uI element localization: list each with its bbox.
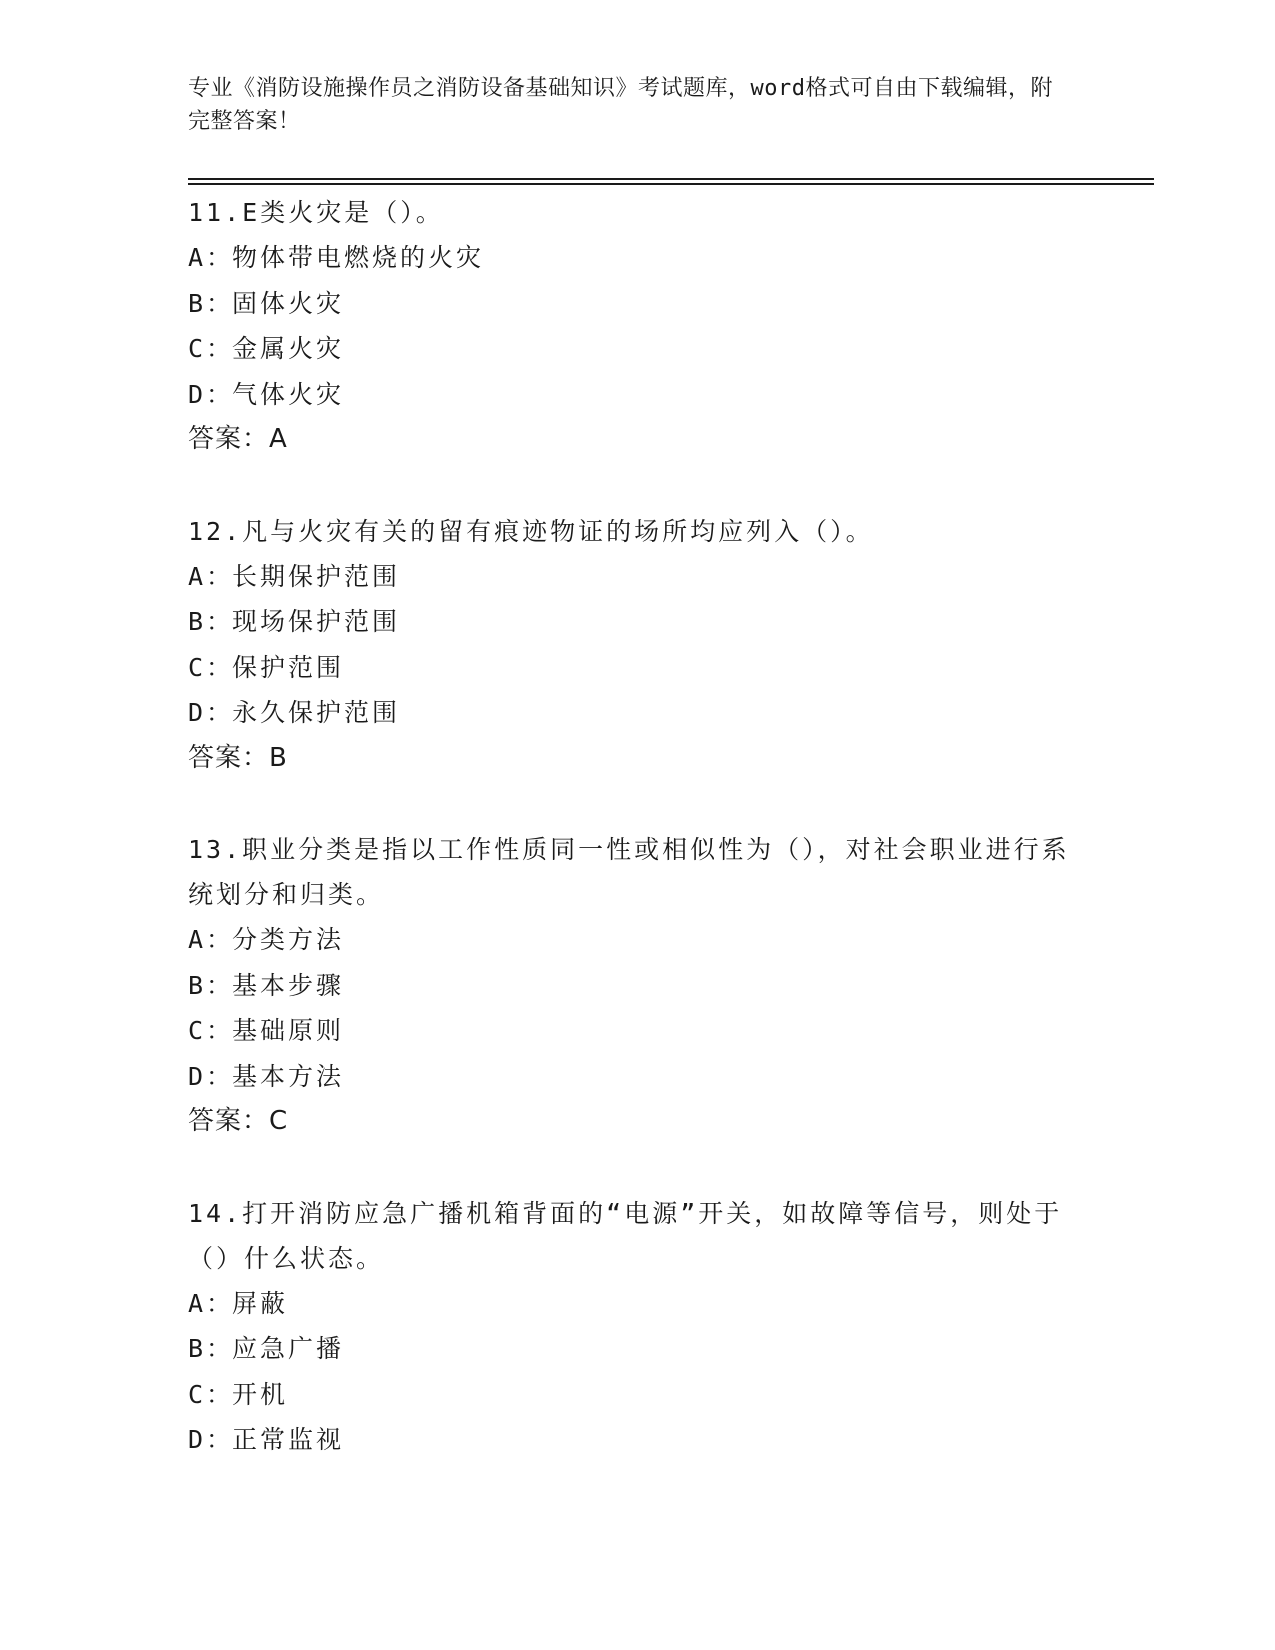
option-key: C： <box>188 1379 235 1409</box>
question-stem: 11.E类火灾是（）。 <box>188 198 444 227</box>
option-text: 现场保护范围 <box>232 607 401 636</box>
option-key: A： <box>188 925 235 954</box>
option-key: D： <box>188 379 235 409</box>
question-stem: 12.凡与火灾有关的留有痕迹物证的场所均应列入（）。 <box>188 516 874 546</box>
option-text: 金属火灾 <box>232 334 345 363</box>
option-text: 正常监视 <box>232 1425 345 1454</box>
option-key: C： <box>188 334 235 363</box>
option-a <box>188 917 1088 963</box>
header-divider-top <box>188 178 1154 180</box>
option-c <box>188 645 1088 691</box>
option-key: D： <box>188 698 235 727</box>
option-text: 分类方法 <box>232 925 345 954</box>
question-list <box>188 188 1088 1507</box>
option-text: 固体火灾 <box>232 288 345 318</box>
question-11 <box>188 188 1088 463</box>
option-a <box>188 554 1088 600</box>
option-c <box>188 1372 1088 1418</box>
option-key: A： <box>188 561 235 591</box>
option-d <box>188 690 1088 736</box>
option-key: D： <box>188 1425 235 1454</box>
option-text: 气体火灾 <box>232 379 345 409</box>
question-12 <box>188 507 1088 782</box>
option-key: D： <box>188 1061 235 1091</box>
option-text: 应急广播 <box>232 1334 345 1363</box>
option-text: 永久保护范围 <box>232 698 401 727</box>
answer-line: 答案：A <box>188 424 288 454</box>
option-key: A： <box>188 1288 235 1318</box>
option-key: B： <box>188 970 235 1000</box>
header-divider-bottom <box>188 183 1154 185</box>
option-c <box>188 326 1088 372</box>
option-key: C： <box>188 652 235 682</box>
option-key: B： <box>188 288 235 318</box>
page-header: 专业《消防设施操作员之消防设备基础知识》考试题库，word格式可自由下载编辑，附完整答案！ <box>188 76 1053 134</box>
option-b <box>188 281 1088 327</box>
option-d <box>188 372 1088 418</box>
option-text: 屏蔽 <box>232 1288 289 1318</box>
option-a <box>188 235 1088 281</box>
question-14 <box>188 1189 1088 1463</box>
option-text: 开机 <box>232 1379 289 1409</box>
option-b <box>188 599 1088 645</box>
option-key: B： <box>188 607 235 636</box>
option-key: A： <box>188 243 235 272</box>
option-text: 物体带电燃烧的火灾 <box>232 243 485 272</box>
option-key: B： <box>188 1334 235 1363</box>
question-stem: 14.打开消防应急广播机箱背面的“电源”开关，如故障等信号，则处于（）什么状态。 <box>188 1198 1063 1273</box>
option-c <box>188 1008 1088 1054</box>
option-text: 基本方法 <box>232 1061 345 1091</box>
answer-line: 答案：B <box>188 742 288 773</box>
answer-line: 答案：C <box>188 1106 289 1136</box>
option-text: 长期保护范围 <box>232 561 401 591</box>
option-b <box>188 963 1088 1009</box>
question-13 <box>188 825 1088 1145</box>
option-b <box>188 1326 1088 1372</box>
option-d <box>188 1054 1088 1100</box>
option-key: C： <box>188 1016 235 1045</box>
question-stem: 13.职业分类是指以工作性质同一性或相似性为（），对社会职业进行系统划分和归类。 <box>188 835 1070 909</box>
option-text: 保护范围 <box>232 652 345 682</box>
option-a <box>188 1281 1088 1327</box>
option-d <box>188 1417 1088 1463</box>
option-text: 基础原则 <box>232 1016 345 1045</box>
option-text: 基本步骤 <box>232 970 345 1000</box>
